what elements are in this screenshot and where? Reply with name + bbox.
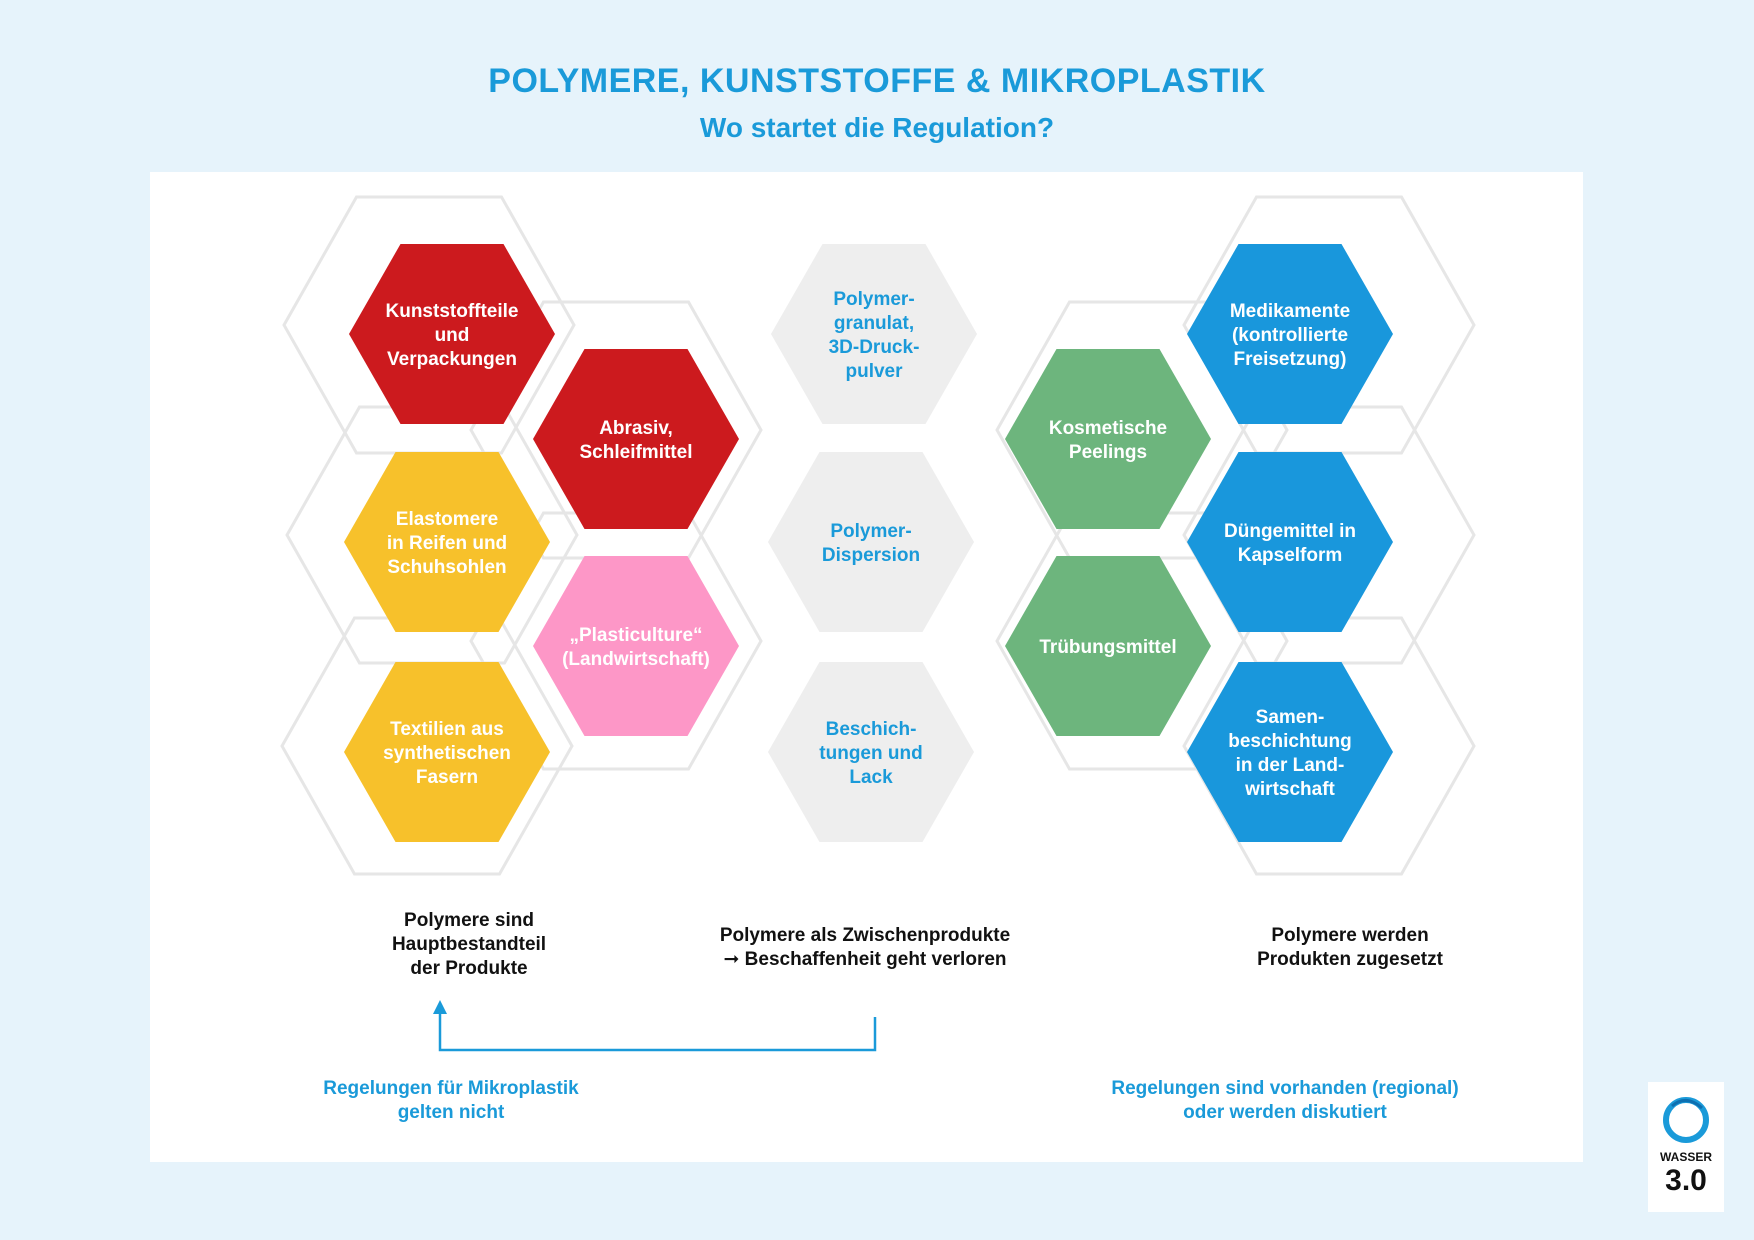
hexagon-dispersion xyxy=(768,452,974,632)
hexagon-abrasiv xyxy=(533,349,739,529)
hexagon-duengemittel xyxy=(1187,452,1393,632)
hexagon-label: Kapselform xyxy=(1237,545,1343,566)
page-title: POLYMERE, KUNSTSTOFFE & MIKROPLASTIK xyxy=(488,62,1266,100)
caption-middle xyxy=(665,924,1065,972)
hexagon-label: „Plasticulture“ xyxy=(569,625,703,646)
hexagon-label: granulat, xyxy=(833,313,915,334)
hexagon-label: beschichtung xyxy=(1228,731,1352,752)
arrow-head-icon xyxy=(433,1000,447,1014)
logo-number: 3.0 xyxy=(1665,1164,1707,1197)
hexagon-label: Elastomere xyxy=(395,509,499,530)
water-ring-icon xyxy=(1648,1082,1724,1152)
caption-right-line: Produkten zugesetzt xyxy=(1257,949,1443,970)
caption-middle-line: Polymere als Zwischenprodukte xyxy=(719,925,1011,946)
caption-left-line: Hauptbestandteil xyxy=(391,934,547,955)
note-left-line: gelten nicht xyxy=(397,1102,505,1123)
caption-left-line: Polymere sind xyxy=(404,910,534,931)
caption-right-line: Polymere werden xyxy=(1271,925,1429,946)
hexagon-label: Beschich- xyxy=(825,719,917,740)
hexagon-label: Peelings xyxy=(1068,442,1148,463)
hexagon-label: Schuhsohlen xyxy=(387,557,507,578)
note-right xyxy=(1075,1077,1495,1125)
hexagon-label: pulver xyxy=(845,361,903,382)
diagram-panel xyxy=(150,172,1583,1162)
hexagon-label: Lack xyxy=(849,767,893,788)
logo-text: WASSER xyxy=(1659,1150,1712,1164)
hexagon-label: (Landwirtschaft) xyxy=(562,649,710,670)
page-subtitle: Wo startet die Regulation? xyxy=(699,112,1055,143)
hexagon-label: Verpackungen xyxy=(387,349,517,370)
hexagon-label: 3D-Druck- xyxy=(828,337,920,358)
hexagon-label: synthetischen xyxy=(383,743,511,764)
hexagon-label: in Reifen und xyxy=(386,533,508,554)
hexagon-granulat xyxy=(771,244,977,424)
hexagon-label: Samen- xyxy=(1255,707,1325,728)
hexagon-label: Textilien aus xyxy=(390,719,504,740)
hexagon-label: Schleifmittel xyxy=(579,442,693,463)
hexagon-label: Düngemittel in xyxy=(1224,521,1356,542)
hexagon-kosmetische xyxy=(1005,349,1211,529)
hexagon-label: Dispersion xyxy=(821,545,921,566)
note-right-line: Regelungen sind vorhanden (regional) xyxy=(1111,1078,1459,1099)
hexagon-label: Medikamente xyxy=(1229,301,1351,322)
note-left-line: Regelungen für Mikroplastik xyxy=(323,1078,579,1099)
hexagon-label: Polymer- xyxy=(830,521,912,542)
hexagon-diagram xyxy=(150,172,1583,1162)
note-right-line: oder werden diskutiert xyxy=(1183,1102,1387,1123)
hexagon-label: Fasern xyxy=(415,767,479,788)
hexagon-label: Abrasiv, xyxy=(599,418,673,439)
note-left xyxy=(281,1077,621,1125)
hexagon-label: (kontrollierte xyxy=(1231,325,1349,346)
wasser-logo xyxy=(1648,1082,1724,1212)
hexagon-label: in der Land- xyxy=(1235,755,1345,776)
hexagon-label: tungen und xyxy=(819,743,923,764)
caption-left-line: der Produkte xyxy=(410,958,528,979)
hexagon-label: Kunststoffteile xyxy=(385,301,519,322)
hexagon-label: Polymer- xyxy=(833,289,915,310)
caption-left xyxy=(339,909,599,981)
hexagon-label: wirtschaft xyxy=(1245,779,1335,800)
caption-middle-line: ➞ Beschaffenheit geht verloren xyxy=(723,949,1007,970)
caption-right xyxy=(1215,924,1485,972)
connector-line xyxy=(440,1012,875,1050)
hexagon-label: Kosmetische xyxy=(1048,418,1168,439)
hexagon-label: Trübungsmittel xyxy=(1039,637,1177,658)
hexagon-label: Freisetzung) xyxy=(1233,349,1347,370)
hexagon-label: und xyxy=(434,325,470,346)
hexagon-plasticulture xyxy=(533,556,739,736)
